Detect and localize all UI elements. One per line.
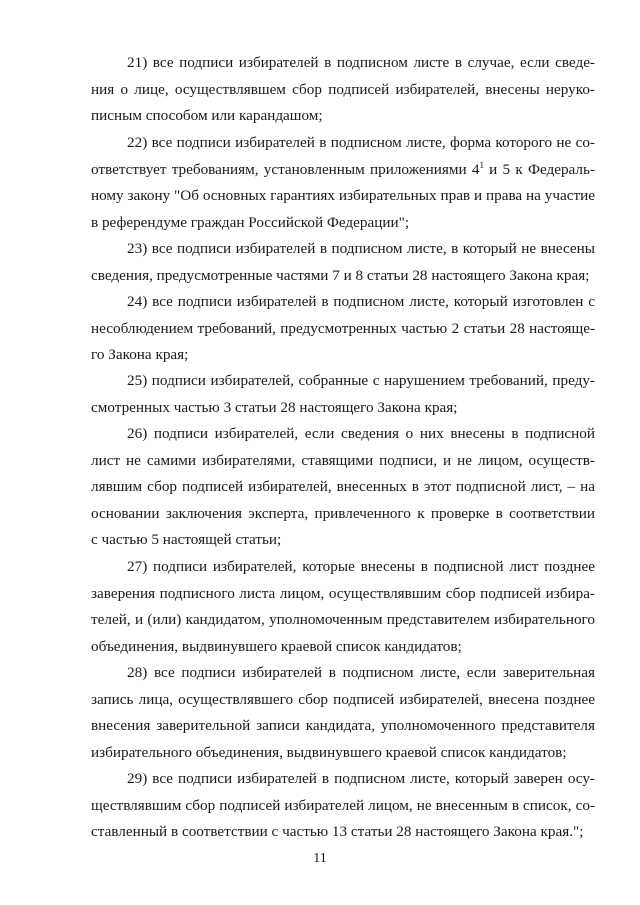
text-line: 29) все подписи избирателей в подписном листе, который заверен осу- [127, 770, 595, 787]
paragraph-23 [91, 236, 595, 289]
paragraph-22 [91, 130, 595, 236]
text-line: внесения заверительной записи кандидата, уполномоченного представителя [91, 717, 595, 735]
superscript: 1 [479, 159, 484, 170]
text-line: писным способом или карандашом; [91, 107, 323, 125]
text-line: 21) все подписи избирателей в подписном листе в случае, если сведе- [127, 54, 595, 71]
paragraph-26 [91, 421, 595, 554]
text-line: основании заключения эксперта, привлеченного к проверке в соответствии [91, 504, 595, 522]
paragraph-29 [91, 766, 595, 846]
paragraph-24 [91, 289, 595, 369]
text-line: лявшим сбор подписей избирателей, внесенных в этот подписной лист, – на [91, 478, 595, 496]
paragraph-21 [91, 50, 595, 130]
text-line: 28) все подписи избирателей в подписном листе, если заверительная [127, 664, 595, 681]
text-line: ществлявшим сбор подписей избирателей лицом, не внесенным в список, со- [91, 796, 595, 814]
text-line: 22) все подписи избирателей в подписном листе, форма которого не со- [127, 134, 595, 151]
text-line: го Закона края; [91, 346, 189, 364]
text-line: объединения, выдвинувшего краевой список кандидатов; [91, 637, 462, 655]
text-line: телей, и (или) кандидатом, уполномоченным представителем избирательного [91, 611, 595, 629]
text-line: сведения, предусмотренные частями 7 и 8 статьи 28 настоящего Закона края; [91, 266, 590, 284]
text-line: заверения подписного листа лицом, осуществлявшим сбор подписей избира- [91, 584, 595, 602]
page-number: 11 [313, 851, 327, 866]
text-line: 23) все подписи избирателей в подписном листе, в который не внесены [127, 240, 595, 257]
text-line: запись лица, осуществлявшего сбор подписей избирателей, внесена позднее [91, 690, 595, 708]
text-line: ния о лице, осуществлявшем сбор подписей избирателей, внесены неруко- [91, 80, 595, 98]
paragraph-28 [91, 660, 595, 766]
text-line: 24) все подписи избирателей в подписном листе, который изготовлен с [127, 293, 595, 310]
text-segment: ответствует требованиям, установленным приложениями 4 [91, 160, 480, 178]
text-line: с частью 5 настоящей статьи; [91, 531, 282, 549]
text-line: лист не самими избирателями, ставящими подписи, и не лицом, осуществ- [91, 451, 595, 469]
paragraph-25 [91, 368, 595, 421]
text-line: смотренных частью 3 статьи 28 настоящего Закона края; [91, 398, 458, 416]
text-line: несоблюдением требований, предусмотренных частью 2 статьи 28 настояще- [91, 319, 595, 337]
text-line: 25) подписи избирателей, собранные с нарушением требований, преду- [127, 372, 595, 389]
text-line: в референдуме граждан Российской Федерации"; [91, 213, 410, 231]
text-line: избирательного объединения, выдвинувшего краевой список кандидатов; [91, 743, 567, 761]
text-line [91, 157, 595, 184]
text-line: 26) подписи избирателей, если сведения о них внесены в подписной [127, 425, 595, 442]
text-line: ному закону "Об основных гарантиях избирательных прав и права на участие [91, 187, 595, 205]
text-line: 27) подписи избирателей, которые внесены в подписной лист позднее [127, 558, 595, 575]
text-segment: и 5 к Федераль- [483, 160, 595, 178]
paragraph-27 [91, 554, 595, 660]
text-line: ставленный в соответствии с частью 13 статьи 28 настоящего Закона края."; [91, 823, 584, 841]
